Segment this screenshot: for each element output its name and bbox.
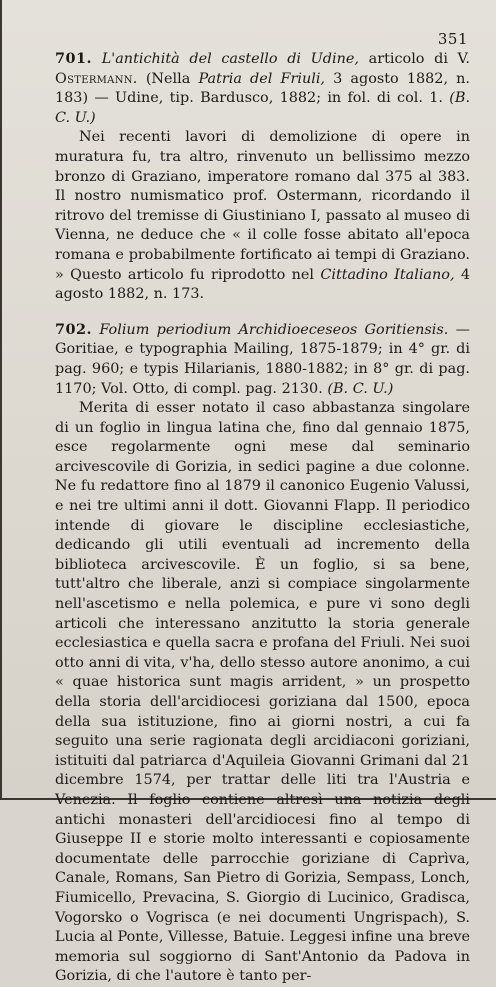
entry-source: (B. C. U.) [55, 90, 471, 126]
page-number: 351 [437, 30, 468, 48]
entry-number: 702. [55, 320, 93, 338]
entry-body-text: Merita di esser notato il caso abbastanza singolare di un foglio in lingua latina che, fino dal gennaio 1875, esce regolarmente ogni mese dal seminario arcivescovile di Gorizia, in sedici pagine a due colonne. Ne fu redattore fino al 1879 il canonico Eugenio Valussi, e nei tre ultimi anni il dott. Giovanni Flapp. Il periodico intende di giovare le discipline ecclesiastiche, dedicando gli utili eventuali ad incremento della biblioteca arcivescovile. È un foglio, si sa bene, tutt'altro che liberale, anzi si compiace singolarmente nell'ascetismo e nella polemica, e pure vi sono degli articoli che interessano anzitutto la storia generale ecclesiastica e quella sacra e profana del Friuli. Nei suoi otto anni di vita, v'ha, dello stesso autore anonimo, a cui « quae historica sunt magis arrident, » un prospetto della storia dell'arcidiocesi goriziana dal 1500, epoca della sua istituzione, fino ai giorni nostri, a cui fa seguito una serie ragionata degli arcidiaconi goriziani, istituiti dal patriarca d'Aquileia Giovanni Grimani dal 21 dicembre 1574, per trattar delle liti tra l'Austria e Venezia. Il foglio contiene altresì una notizia degli antichi monasteri dell'arcidiocesi fino al tempo di Giuseppe II e storie molto interessanti e copiosamente documentate delle parrocchie goriziane di Caprìva, Canale, Romans, San Pietro di Gorizia, Sempass, Lonch, Fiumicello, Prevacina, S. Giorgio di Lucinico, Gradisca, Vogorsko o Vogrisca (e nei documenti Ungrispach), S. Lucia al Ponte, Villesse, Batuie. Leggesi infine una breve memoria sul soggiorno di Sant'Antonio da Padova in Gorizia, di che l'autore è tanto per- [55, 400, 470, 985]
entry-body-end: 4 agosto 1882, n. 173. [55, 266, 470, 303]
bibliography-entry-701 [55, 49, 470, 305]
entry-title: L'antichità del castello di Udine, [101, 51, 359, 67]
entry-author: Ostermann. [55, 70, 138, 87]
bibliography-entry-702 [55, 320, 470, 987]
entry-number: 701. [55, 50, 93, 67]
entry-body [55, 399, 470, 987]
entry-source: (B. C. U.) [327, 380, 394, 397]
entry-header [55, 320, 470, 399]
entry-body [55, 128, 470, 304]
entry-body-reference: Cittadino Italiano, [320, 266, 455, 283]
entry-header-text: — Goritiae, e typographia Mailing, 1875-1879; in 4° gr. di pag. 960; e typis Hilarianis, 1880-1882; in 8° gr. di pag. 1170; Vol. Otto, di compl. pag. 2130. [55, 321, 470, 397]
entry-header-text: articolo di V. [368, 51, 471, 67]
entry-biblio-prefix: (Nella [145, 70, 191, 87]
entry-header [55, 49, 470, 128]
entry-journal: Patria del Friuli, [198, 70, 326, 87]
entry-title: Folium periodium Archidioeceseos Goritiensis. [99, 321, 449, 338]
entry-biblio-details: 3 agosto 1882, n. 183) — Udine, tip. Bardusco, 1882; in fol. di col. 1. [55, 70, 470, 107]
entry-body-text: Nei recenti lavori di demolizione di opere in muratura fu, tra altro, rinvenuto un bellissimo mezzo bronzo di Graziano, imperatore romano dal 375 al 383. Il nostro numismatico prof. Ostermann, ricordando il ritrovo del tremisse di Giustiniano I, passato al museo di Vienna, ne deduce che « il colle fosse abitato all'epoca romana e probabilmente fortificato ai tempi di Graziano. » Questo articolo fu riprodotto nel [55, 129, 470, 283]
